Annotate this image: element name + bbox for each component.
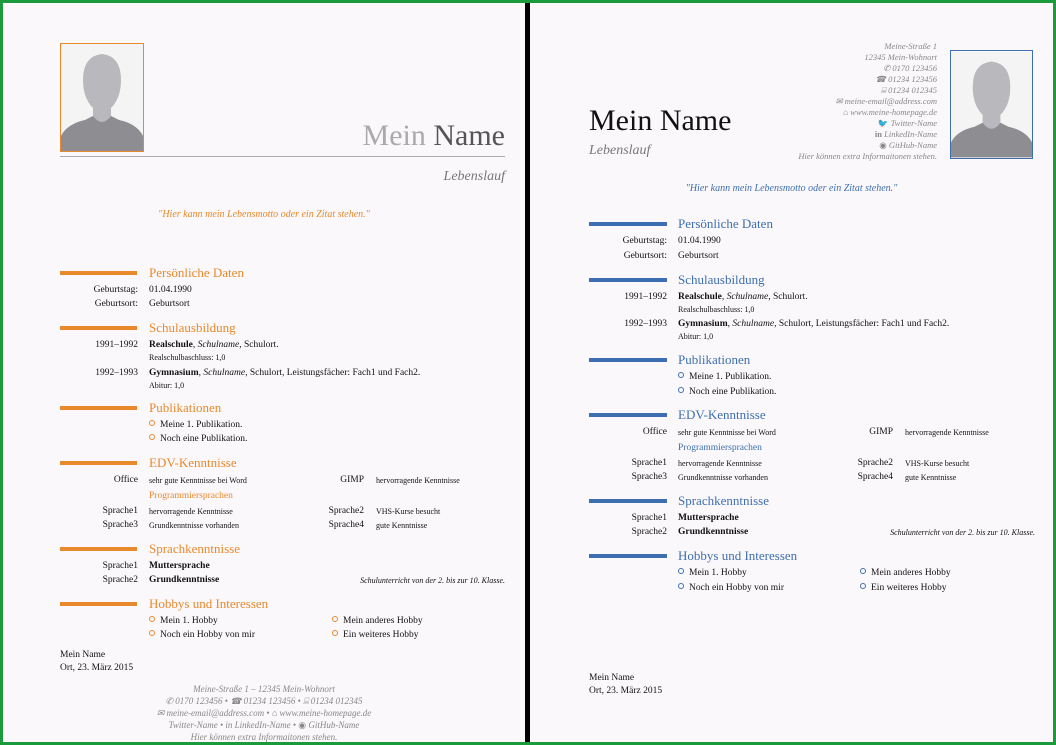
birthday-label: Geburtstag: <box>93 285 138 295</box>
signature-place-date: Ort, 23. März 2015 <box>589 686 663 696</box>
document-frame <box>3 3 1053 742</box>
list-item: Mein anderes Hobby <box>332 616 423 626</box>
section-title-languages: Sprachkenntnisse <box>149 541 240 556</box>
language-note: Schulunterricht von der 2. bis zur 10. Klasse. <box>360 576 505 585</box>
section-bar <box>60 326 137 330</box>
birthday-value: 01.04.1990 <box>149 285 192 295</box>
skill-value: Grundkenntnisse vorhanden <box>149 521 239 530</box>
skill-value: gute Kenntnisse <box>376 521 428 530</box>
motto: "Hier kann mein Lebensmotto oder ein Zitat stehen." <box>685 183 898 194</box>
school-entry: Gymnasium, Schulname, Schulort, Leistungsfächer: Fach1 und Fach2. <box>678 319 950 329</box>
footer-extra: Hier können extra Informaitonen stehen. <box>190 732 338 742</box>
contact-linkedin: in LinkedIn-Name <box>874 129 937 139</box>
contact-email: ✉ meine-email@address.com <box>835 96 937 106</box>
section-bar <box>60 461 137 465</box>
list-item: Noch eine Publikation. <box>149 434 247 444</box>
signature-place-date: Ort, 23. März 2015 <box>60 663 134 673</box>
footer-web: ✉ meine-email@address.com • ⌂ www.meine-homepage.de <box>156 708 372 718</box>
bullet-icon <box>149 420 155 426</box>
contact-twitter: 🐦 Twitter-Name <box>877 118 937 128</box>
section-title-hobbies: Hobbys und Interessen <box>149 596 269 611</box>
skill-label: GIMP <box>869 427 893 437</box>
list-item: Meine 1. Publikation. <box>678 372 771 382</box>
section-bar <box>60 271 137 275</box>
language-label: Sprache1 <box>102 561 138 571</box>
bullet-icon <box>332 630 338 636</box>
section-title-school: Schulausbildung <box>149 320 236 335</box>
skill-value: sehr gute Kenntnisse bei Word <box>678 428 776 437</box>
name-first: Mein <box>362 119 426 152</box>
skill-value: VHS-Kurse besucht <box>905 459 970 468</box>
skill-value: Grundkenntnisse vorhanden <box>678 473 768 482</box>
section-title-personal: Persönliche Daten <box>678 216 773 231</box>
signature-name: Mein Name <box>589 673 635 683</box>
list-item: Meine 1. Publikation. <box>149 420 242 430</box>
bullet-icon <box>860 583 866 589</box>
section-title-hobbies: Hobbys und Interessen <box>678 548 798 563</box>
motto: "Hier kann mein Lebensmotto oder ein Zitat stehen." <box>158 209 370 220</box>
bullet-icon <box>678 568 684 574</box>
twitter-icon: 🐦 <box>877 118 889 128</box>
person-silhouette-icon <box>951 51 1032 158</box>
school-entry: Gymnasium, Schulname, Schulort, Leistungsfächer: Fach1 und Fach2. <box>149 368 421 378</box>
skill-label: Sprache1 <box>102 506 138 516</box>
skill-value: gute Kenntnisse <box>905 473 957 482</box>
list-item: Noch ein Hobby von mir <box>678 583 784 593</box>
skill-label: Sprache4 <box>857 472 893 482</box>
language-label: Sprache1 <box>631 513 667 523</box>
skill-label: Sprache3 <box>102 520 138 530</box>
cv-subtitle: Lebenslauf <box>443 169 505 184</box>
contact-street: Meine-Straße 1 <box>884 41 937 51</box>
section-title-languages: Sprachkenntnisse <box>678 493 769 508</box>
footer-social: Twitter-Name • in LinkedIn-Name • ◉ GitHub-Name <box>168 720 360 730</box>
list-item: Ein weiteres Hobby <box>860 583 946 593</box>
language-label: Sprache2 <box>631 527 667 537</box>
cv-page-orange <box>3 3 525 742</box>
list-item: Mein 1. Hobby <box>149 616 218 626</box>
skill-label: Sprache3 <box>631 472 667 482</box>
contact-github: ◉ GitHub-Name <box>879 140 937 150</box>
contact-city: 12345 Mein-Wohnort <box>864 52 937 62</box>
section-title-publications: Publikationen <box>678 352 751 367</box>
skill-label: Office <box>113 475 138 485</box>
contact-web: ⌂ www.meine-homepage.de <box>843 107 937 117</box>
school-years: 1992–1993 <box>95 368 138 378</box>
section-bar <box>60 602 137 606</box>
skill-value: hervorragende Kenntnisse <box>149 507 233 516</box>
school-note: Realschulbaschluss: 1,0 <box>149 353 226 362</box>
subsection-title: Programmiersprachen <box>678 443 762 453</box>
birthday-label: Geburtstag: <box>622 236 667 246</box>
profile-photo <box>950 50 1033 159</box>
bullet-icon <box>149 434 155 440</box>
section-bar <box>589 358 667 362</box>
section-bar <box>589 278 667 282</box>
school-note: Abitur: 1,0 <box>678 332 714 341</box>
list-item: Mein 1. Hobby <box>678 568 747 578</box>
skill-label: GIMP <box>340 475 364 485</box>
school-entry: Realschule, Schulname, Schulort. <box>678 292 808 302</box>
bullet-icon <box>678 372 684 378</box>
section-title-publications: Publikationen <box>149 400 222 415</box>
contact-extra: Hier können extra Informaitonen stehen. <box>798 151 937 161</box>
section-bar <box>589 554 667 558</box>
school-years: 1991–1992 <box>95 340 138 350</box>
footer-address: Meine-Straße 1 – 12345 Mein-Wohnort <box>193 684 335 694</box>
bullet-icon <box>860 568 866 574</box>
school-entry: Realschule, Schulname, Schulort. <box>149 340 279 350</box>
section-title-school: Schulausbildung <box>678 272 765 287</box>
language-level: Grundkenntnisse <box>678 527 749 537</box>
linkedin-icon: in <box>874 129 882 139</box>
profile-photo <box>60 43 144 152</box>
birthplace-label: Geburtsort: <box>623 251 667 261</box>
school-note: Realschulbaschluss: 1,0 <box>678 305 755 314</box>
bullet-icon <box>678 583 684 589</box>
bullet-icon <box>678 387 684 393</box>
school-years: 1992–1993 <box>624 319 667 329</box>
section-title-edv: EDV-Kenntnisse <box>149 455 237 470</box>
contact-phone: ☎ 01234 123456 <box>875 74 937 84</box>
section-title-personal: Persönliche Daten <box>149 265 244 280</box>
bullet-icon <box>149 616 155 622</box>
language-level: Muttersprache <box>149 561 210 571</box>
birthplace-label: Geburtsort: <box>94 299 138 309</box>
birthplace-value: Geburtsort <box>149 299 190 309</box>
skill-value: hervorragende Kenntnisse <box>678 459 762 468</box>
cv-name <box>363 119 505 153</box>
list-item: Ein weiteres Hobby <box>332 630 418 640</box>
language-level: Muttersprache <box>678 513 739 523</box>
footer-phones: ✆ 0170 123456 • ☎ 01234 123456 • ⌸ 01234 012345 <box>165 696 363 706</box>
cv-name: Mein Name <box>589 104 732 137</box>
skill-value: sehr gute Kenntnisse bei Word <box>149 476 247 485</box>
language-level: Grundkenntnisse <box>149 575 220 585</box>
list-item: Mein anderes Hobby <box>860 568 951 578</box>
bullet-icon <box>149 630 155 636</box>
skill-label: Sprache4 <box>328 520 364 530</box>
skill-value: hervorragende Kenntnisse <box>905 428 989 437</box>
signature-name: Mein Name <box>60 650 106 660</box>
contact-mobile: ✆ 0170 123456 <box>883 63 937 73</box>
section-bar <box>589 413 667 417</box>
header-rule <box>60 156 505 157</box>
section-title-edv: EDV-Kenntnisse <box>678 407 766 422</box>
list-item: Noch eine Publikation. <box>678 387 776 397</box>
language-note: Schulunterricht von der 2. bis zur 10. Klasse. <box>890 528 1035 537</box>
birthplace-value: Geburtsort <box>678 251 719 261</box>
cv-page-blue <box>530 3 1053 742</box>
name-last: Name <box>433 119 505 152</box>
subsection-title: Programmiersprachen <box>149 491 233 501</box>
person-silhouette-icon <box>61 44 143 151</box>
list-item: Noch ein Hobby von mir <box>149 630 255 640</box>
section-bar <box>589 222 667 226</box>
contact-fax: ⌸ 01234 012345 <box>880 85 937 95</box>
skill-label: Sprache2 <box>857 458 893 468</box>
bullet-icon <box>332 616 338 622</box>
skill-label: Office <box>642 427 667 437</box>
skill-value: hervorragende Kenntnisse <box>376 476 460 485</box>
birthday-value: 01.04.1990 <box>678 236 721 246</box>
skill-label: Sprache2 <box>328 506 364 516</box>
section-bar <box>589 499 667 503</box>
section-bar <box>60 547 137 551</box>
skill-value: VHS-Kurse besucht <box>376 507 441 516</box>
skill-label: Sprache1 <box>631 458 667 468</box>
school-years: 1991–1992 <box>624 292 667 302</box>
language-label: Sprache2 <box>102 575 138 585</box>
school-note: Abitur: 1,0 <box>149 381 185 390</box>
cv-subtitle: Lebenslauf <box>589 143 651 158</box>
section-bar <box>60 406 137 410</box>
